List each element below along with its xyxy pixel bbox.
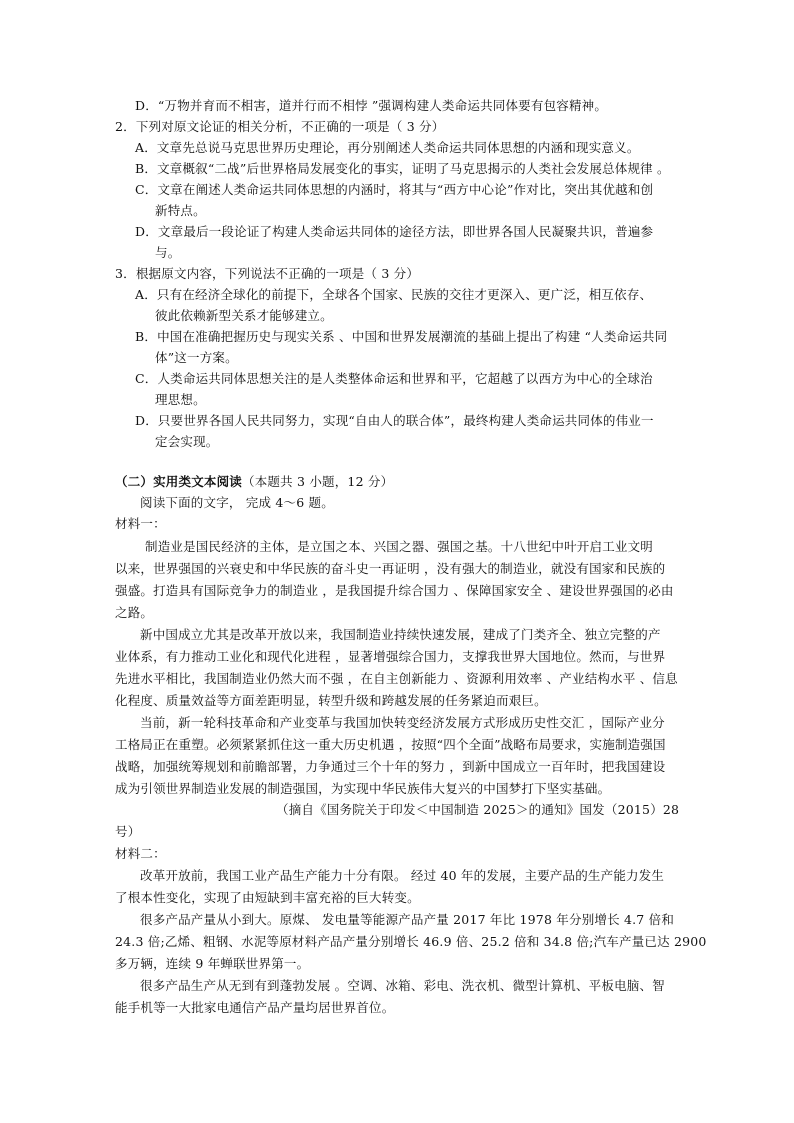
q3-option-b: B．中国在准确把握历史与现实关系 、中国和世界发展潮流的基础上提出了构建 “人类命运共同: [135, 329, 668, 344]
material-one-source: （摘自《国务院关于印发＜中国制造 2025＞的通知》国发（2015）28: [276, 802, 680, 817]
q3-option-a-cont: 彼此依赖新型关系才能够建立。: [155, 308, 333, 323]
q3-option-c-cont: 理思想。: [155, 392, 206, 407]
q3-option-b-cont: 体”这一方案。: [155, 350, 238, 365]
material-one-paragraph-line: 业体系，有力推动工业化和现代化进程 ，显著增强综合国力，支撑我世界大国地位。然而，与世界: [115, 649, 666, 664]
material-one-paragraph-line: 强盛。打造具有国际竞争力的制造业 ，是我国提升综合国力 、保障国家安全 、建设世界强国的必由: [115, 583, 674, 598]
material-two-paragraph-line: 多万辆，连续 9 年蝉联世界第一。: [115, 956, 310, 971]
material-two-paragraph-line: 24.3 倍;乙烯、粗钢、水泥等原材料产品产量分别增长 46.9 倍、25.2 倍和 34.8 倍;汽车产量已达 2900: [115, 934, 707, 949]
section-heading: [115, 474, 393, 490]
q2-option-c: C．文章在阐述人类命运共同体思想的内涵时，将其与“西方中心论”作对比，突出其优越和创: [135, 182, 654, 197]
q2-option-c-cont: 新特点。: [155, 203, 206, 218]
material-one-paragraph-line: 工格局正在重塑。必须紧紧抓住这一重大历史机遇 ，按照“四个全面”战略布局要求，实施制造强国: [115, 737, 666, 752]
material-one-paragraph-line: 战略，加强统筹规划和前瞻部署，力争通过三个十年的努力 ，到新中国成立一百年时，把我国建设: [115, 759, 666, 774]
q3-stem: 3．根据原文内容，下列说法不正确的一项是（ 3 分）: [115, 266, 420, 281]
q2-option-d: D．文章最后一段论证了构建人类命运共同体的途径方法，即世界各国人民凝聚共识，普遍参: [135, 224, 654, 239]
q3-option-c: C．人类命运共同体思想关注的是人类整体命运和世界和平，它超越了以西方为中心的全球治: [135, 371, 653, 386]
material-one-label: 材料一：: [115, 516, 166, 531]
q2-option-a: A．文章先总说马克思世界历史理论，再分别阐述人类命运共同体思想的内涵和现实意义。: [135, 140, 640, 155]
section-heading-title: （二）实用类文本阅读: [115, 474, 243, 489]
q2-option-d-cont: 与。: [155, 245, 181, 260]
material-one-source-cont: 号）: [115, 824, 141, 839]
q3-option-d-cont: 定会实现。: [155, 434, 219, 449]
material-one-paragraph: 制造业是国民经济的主体，是立国之本、兴国之器、强国之基。十八世纪中叶开启工业文明: [145, 539, 654, 554]
material-one-paragraph-line: 先进水平相比，我国制造业仍然大而不强 ，在自主创新能力 、资源利用效率 、产业结构水平 、信息: [115, 671, 678, 686]
section-instruction: 阅读下面的文字， 完成 4～6 题。: [140, 495, 334, 510]
material-two-paragraph: 很多产品生产从无到有到蓬勃发展 。空调、冰箱、彩电、洗衣机、微型计算机、平板电脑、智: [140, 978, 665, 993]
material-two-paragraph: 很多产品产量从小到大。原煤、 发电量等能源产品产量 2017 年比 1978 年分别增长 4.7 倍和: [140, 912, 675, 927]
material-one-paragraph-line: 成为引领世界制造业发展的制造强国，为实现中华民族伟大复兴的中国梦打下坚实基础。: [115, 781, 611, 796]
q1-option-d: D．“万物并育而不相害，道并行而不相悖 ”强调构建人类命运共同体要有包容精神。: [135, 98, 608, 113]
material-two-paragraph-line: 能手机等一大批家电通信产品产量均居世界首位。: [115, 1000, 395, 1015]
material-two-paragraph-line: 了根本性变化，实现了由短缺到丰富充裕的巨大转变。: [115, 890, 420, 905]
material-two-paragraph: 改革开放前，我国工业产品生产能力十分有限。 经过 40 年的发展，主要产品的生产能力发生: [140, 868, 665, 883]
q2-stem: 2．下列对原文论证的相关分析，不正确的一项是（ 3 分）: [115, 119, 445, 134]
material-two-label: 材料二：: [115, 846, 166, 861]
material-one-paragraph-line: 之路。: [115, 605, 154, 620]
section-heading-note: （本题共 3 小题，12 分）: [242, 474, 394, 489]
material-one-paragraph: 当前，新一轮科技革命和产业变革与我国加快转变经济发展方式形成历史性交汇 ，国际产业分: [140, 715, 665, 730]
q3-option-d: D．只要世界各国人民共同努力，实现“自由人的联合体”，最终构建人类命运共同体的伟业一: [135, 413, 654, 428]
material-one-paragraph-line: 化程度、质量效益等方面差距明显，转型升级和跨越发展的任务紧迫而艰巨。: [115, 693, 547, 708]
material-one-paragraph-line: 以来，世界强国的兴衰史和中华民族的奋斗史一再证明 ，没有强大的制造业，就没有国家和民族的: [115, 561, 666, 576]
q3-option-a: A．只有在经济全球化的前提下，全球各个国家、民族的交往才更深入、更广泛，相互依存、: [135, 287, 653, 302]
material-one-paragraph: 新中国成立尤其是改革开放以来，我国制造业持续快速发展，建成了门类齐全、独立完整的产: [140, 627, 661, 642]
q2-option-b: B．文章概叙“二战”后世界格局发展变化的事实，证明了马克思揭示的人类社会发展总体规律 。: [135, 161, 670, 176]
